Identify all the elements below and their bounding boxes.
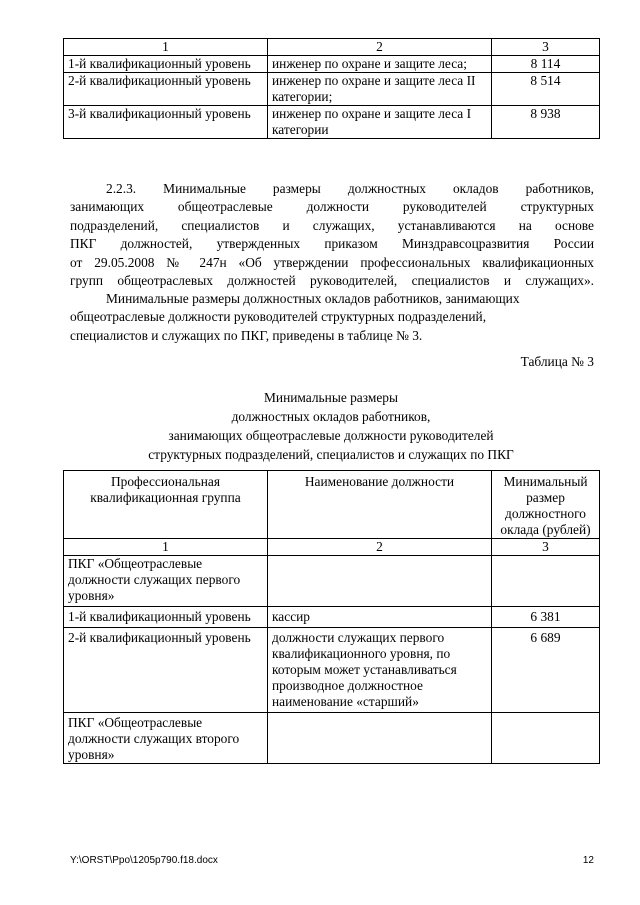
table-caption: Таблица № 3: [520, 354, 594, 369]
group-cell: 1-й квалификационный уровень: [64, 607, 268, 628]
text-line: групп общеотраслевых должностей руководителей, специалистов и служащих».: [70, 273, 594, 289]
text-line: Минимальные размеры должностных окладов работников, занимающих: [106, 291, 520, 306]
table-row: [64, 628, 600, 713]
col-number-3: 3: [492, 539, 600, 556]
text-line: общеотраслевые должности руководителей структурных подразделений,: [70, 309, 487, 325]
salary-cell: [492, 713, 600, 764]
col-number-2: 2: [268, 39, 492, 56]
table-row: [64, 607, 600, 628]
table-header-row: [64, 39, 600, 56]
footer-file-path: Y:\ORST\Ppo\1205p790.f18.docx: [70, 855, 218, 866]
group-cell: ПКГ «Общеотраслевые должности служащих первого уровня»: [64, 556, 268, 607]
text-line: ПКГ должностей, утвержденных приказом Минздравсоцразвития России: [70, 236, 594, 252]
salary-cell: [492, 556, 600, 607]
table-number-row: [64, 539, 600, 556]
table-title: [63, 388, 599, 464]
salary-cell: 8 938: [492, 106, 600, 139]
text-line: специалистов и служащих по ПКГ, приведены в таблице № 3.: [70, 327, 423, 343]
position-cell: [268, 556, 492, 607]
title-line: должностных окладов работников,: [231, 409, 431, 424]
table-1-continuation: [63, 38, 600, 139]
table-3: [63, 470, 600, 764]
title-line: структурных подразделений, специалистов и служащих по ПКГ: [148, 447, 514, 462]
position-cell: [268, 713, 492, 764]
position-cell: кассир: [268, 607, 492, 628]
salary-cell: 6 689: [492, 628, 600, 713]
salary-cell: 8 114: [492, 56, 600, 73]
position-cell: инженер по охране и защите леса I категории: [268, 106, 492, 139]
title-line: занимающих общеотраслевые должности руководителей: [168, 428, 494, 443]
col-number-1: 1: [64, 39, 268, 56]
table-row: [64, 713, 600, 764]
text-line: 2.2.3. Минимальные размеры должностных окладов работников,: [106, 181, 594, 196]
group-cell: 2-й квалификационный уровень: [64, 628, 268, 713]
paragraph-2-2-3: [70, 180, 594, 290]
position-cell: должности служащих первого квалификационного уровня, по которым может устанавливаться производное должностное наименование «старший»: [268, 628, 492, 713]
salary-cell: 8 514: [492, 73, 600, 106]
level-cell: 2-й квалификационный уровень: [64, 73, 268, 106]
col-number-3: 3: [492, 39, 600, 56]
level-cell: 1-й квалификационный уровень: [64, 56, 268, 73]
table-header-row: [64, 471, 600, 539]
text-line: занимающих общеотраслевые должности руководителей структурных: [70, 199, 594, 215]
col-number-1: 1: [64, 539, 268, 556]
text-line: от 29.05.2008 № 247н «Об утверждении профессиональных квалификационных: [70, 254, 594, 270]
header-position: Наименование должности: [268, 471, 492, 539]
position-cell: инженер по охране и защите леса;: [268, 56, 492, 73]
paragraph-min-salaries: [70, 290, 594, 345]
position-cell: инженер по охране и защите леса II категории;: [268, 73, 492, 106]
salary-cell: 6 381: [492, 607, 600, 628]
text-line: подразделений, специалистов и служащих, устанавливаются на основе: [70, 217, 594, 233]
col-number-2: 2: [268, 539, 492, 556]
table-row: [64, 556, 600, 607]
group-cell: ПКГ «Общеотраслевые должности служащих второго уровня»: [64, 713, 268, 764]
title-line: Минимальные размеры: [264, 390, 398, 405]
page-number: 12: [582, 855, 594, 866]
table-row: [64, 106, 600, 139]
table-row: [64, 73, 600, 106]
level-cell: 3-й квалификационный уровень: [64, 106, 268, 139]
header-group: Профессиональная квалификационная группа: [64, 471, 268, 539]
header-salary: Минимальный размер должностного оклада (рублей): [492, 471, 600, 539]
table-row: [64, 56, 600, 73]
